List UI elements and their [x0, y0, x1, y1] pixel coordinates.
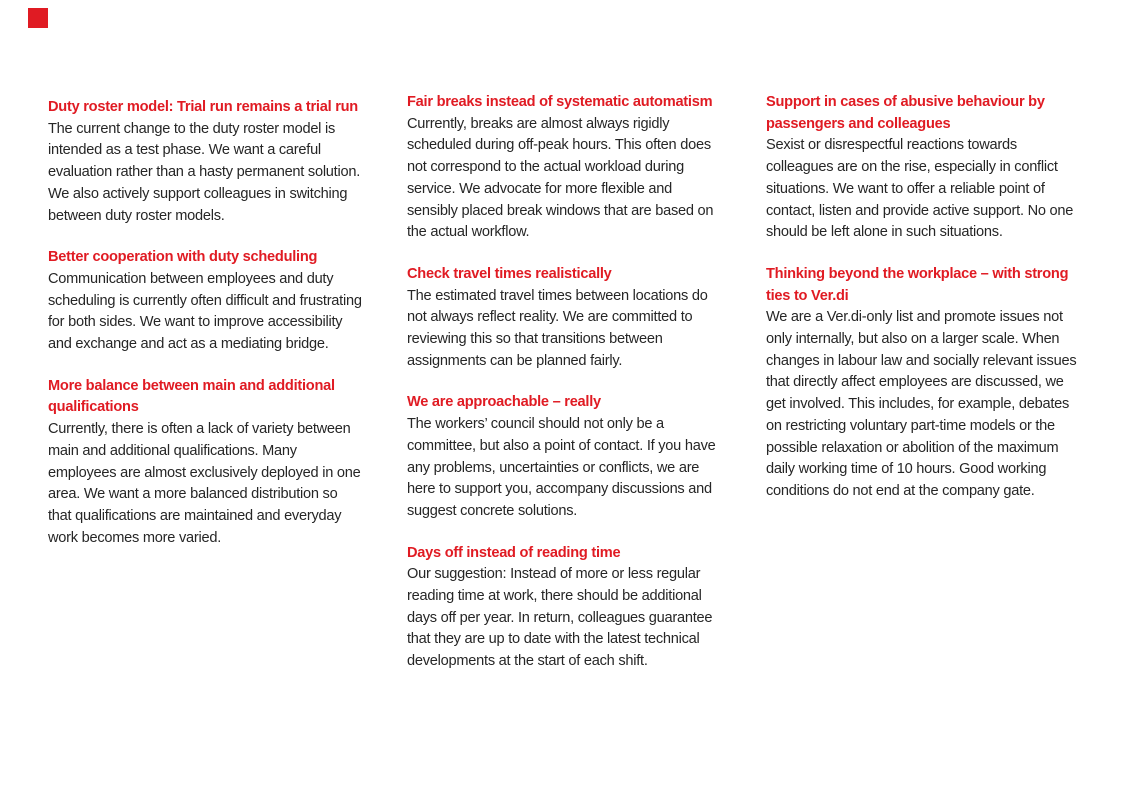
section-check-travel-times: [407, 264, 723, 373]
section-body: The workers’ council should not only be a committee, but also a point of contact. If you have any problems, uncertainties or conflicts, we are here to support you, accompany discussions and suggest concrete solutions.: [407, 416, 716, 519]
red-corner-square: [28, 8, 48, 28]
section-heading: More balance between main and additional qualifications: [48, 377, 335, 416]
section-body: Our suggestion: Instead of more or less regular reading time at work, there should be additional days off per year. In return, colleagues guarantee that they are up to date with the latest technical developments at the start of each shift.: [407, 566, 713, 670]
section-heading: Check travel times realistically: [407, 265, 612, 282]
section-body: Sexist or disrespectful reactions towards colleagues are on the rise, especially in conflict situations. We want to offer a reliable point of contact, listen and provide active support. No one should be left alone in such situations.: [766, 137, 1074, 241]
section-body: We are a Ver.di-only list and promote issues not only internally, but also on a larger scale. When changes in labour law and socially relevant issues that directly affect employees are discussed, we get involved. This includes, for example, debates on restricting voluntary part-time models or the possible relaxation or abolition of the maximum daily working time of 10 hours. Good working conditions do not end at the company gate.: [766, 309, 1077, 499]
section-heading: Fair breaks instead of systematic automatism: [407, 94, 713, 110]
section-better-cooperation: [48, 247, 364, 356]
section-body: Currently, there is often a lack of variety between main and additional qualifications. Many employees are almost exclusively deployed in one area. We want a more balanced distribution so that qualifications are maintained and everyday work becomes more varied.: [48, 421, 361, 546]
section-heading: Support in cases of abusive behaviour by passengers and colleagues: [766, 94, 1045, 132]
section-heading: Thinking beyond the workplace – with strong ties to Ver.di: [766, 265, 1069, 304]
section-beyond-workplace: [766, 264, 1082, 503]
section-duty-roster-model: [48, 97, 364, 227]
section-more-balance: [48, 376, 364, 550]
column-middle: [407, 92, 723, 673]
section-approachable: [407, 392, 723, 522]
section-days-off: [407, 543, 723, 673]
section-abusive-behaviour-support: [766, 92, 1082, 244]
section-heading: Better cooperation with duty scheduling: [48, 249, 318, 266]
column-left: [48, 97, 364, 549]
section-body: The estimated travel times between locations do not always reflect reality. We are committed to reviewing this so that transitions between assignments can be planned fairly.: [407, 287, 708, 369]
section-heading: Duty roster model: Trial run remains a trial run: [48, 99, 358, 115]
section-heading: We are approachable – really: [407, 394, 601, 411]
section-body: Communication between employees and duty scheduling is currently often difficult and frustrating for both sides. We want to improve accessibility and exchange and act as a mediating bridge.: [48, 270, 362, 353]
section-heading: Days off instead of reading time: [407, 544, 621, 561]
section-fair-breaks: [407, 92, 723, 244]
column-right: [766, 92, 1082, 503]
section-body: Currently, breaks are almost always rigidly scheduled during off-peak hours. This often does not correspond to the actual workload during service. We advocate for more flexible and sensibly placed break windows that are based on the actual workflow.: [407, 115, 714, 241]
section-body: The current change to the duty roster model is intended as a test phase. We want a careful evaluation rather than a hasty permanent solution. We also actively support colleagues in switching between duty roster models.: [48, 120, 361, 224]
